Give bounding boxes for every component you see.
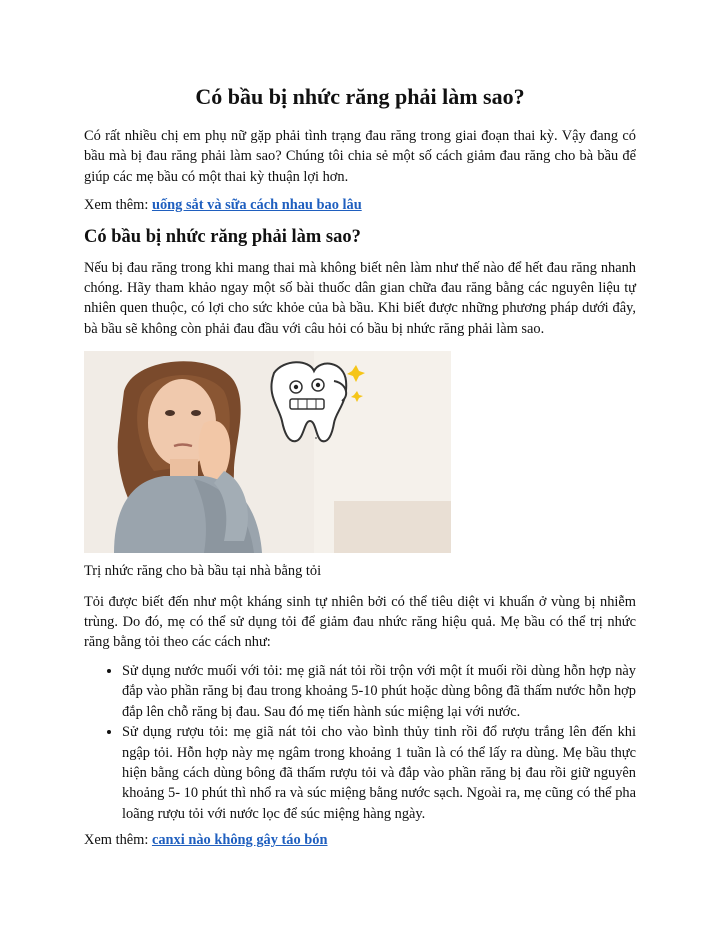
paragraph-1: Nếu bị đau răng trong khi mang thai mà không biết nên làm như thế nào để hết đau răng nhanh chóng. Hãy tham khảo ngay một số bài thuốc dân gian chữa đau răng bằng các nguyên liệu tự nhiên quen thuộc, có lợi cho sức khỏe của bà bầu. Khi biết được những phương pháp dưới đây, bà bầu sẽ không còn phải đau đầu với câu hỏi có bầu bị nhức răng phải làm sao. [84,259,636,337]
pregnant-woman-toothache-illustration [84,351,451,553]
page-title: Có bầu bị nhức răng phải làm sao? [195,84,525,109]
tips-list [84,661,636,824]
article-body [84,82,636,859]
list-item: • Sử dụng nước muối với tỏi: mẹ giã nát tỏi rồi trộn với một ít muối rồi dùng hỗn hợp này đắp vào phần răng bị đau trong khoảng 5-10 phút hoặc dùng bông đã thấm nước hỗn hợp đắp lên chỗ răng bị đau. Sau đó mẹ tiến hành súc miệng lại với nước. [122,661,636,722]
see-also-1-prefix: Xem thêm: [84,197,152,214]
list-item: • Sử dụng rượu tỏi: mẹ giã nát tỏi cho vào bình thủy tinh rồi đổ rượu trắng lên đến khi ngập tỏi. Hỗn hợp này mẹ ngâm trong khoảng 1 tuần là có thể lấy ra dùng. Mẹ bầu thực hiện bằng cách dùng bông đã thấm rượu tỏi và đắp vào phần răng bị đau rồi giữ nguyên khoảng 5- 10 phút thì nhổ ra và súc miệng bằng nước sạch. Ngoài ra, mẹ cũng có thể pha loãng rượu tỏi với nước lọc để súc miệng hàng ngày. [122,722,636,824]
see-also-2-link[interactable]: canxi nào không gây táo bón [151,832,328,849]
see-also-2 [84,830,636,850]
see-also-2-prefix: Xem thêm: [84,832,152,849]
section-heading: Có bầu bị nhức răng phải làm sao? [84,226,361,247]
see-also-1-link[interactable]: uống sắt và sữa cách nhau bao lâu [151,197,362,214]
intro-paragraph: Có rất nhiều chị em phụ nữ gặp phải tình trạng đau răng trong giai đoạn thai kỳ. Vậy đang có bầu mà bị đau răng phải làm sao? Chúng tôi chia sẻ một số cách giảm đau răng cho bà bầu để giúp các mẹ bầu có một thai kỳ thuận lợi hơn. [84,128,636,185]
paragraph-2: Tỏi được biết đến như một kháng sinh tự nhiên bởi có thể tiêu diệt vi khuẩn ở vùng bị nhiễm trùng. Do đó, mẹ có thể sử dụng tỏi để giảm đau nhức răng hiệu quả. Mẹ bầu có thể trị nhức răng bằng tỏi theo các cách như: [84,593,636,651]
image-caption: Trị nhức răng cho bà bầu tại nhà bằng tỏi [84,563,322,580]
article-image [84,351,451,553]
see-also-1 [84,195,636,215]
